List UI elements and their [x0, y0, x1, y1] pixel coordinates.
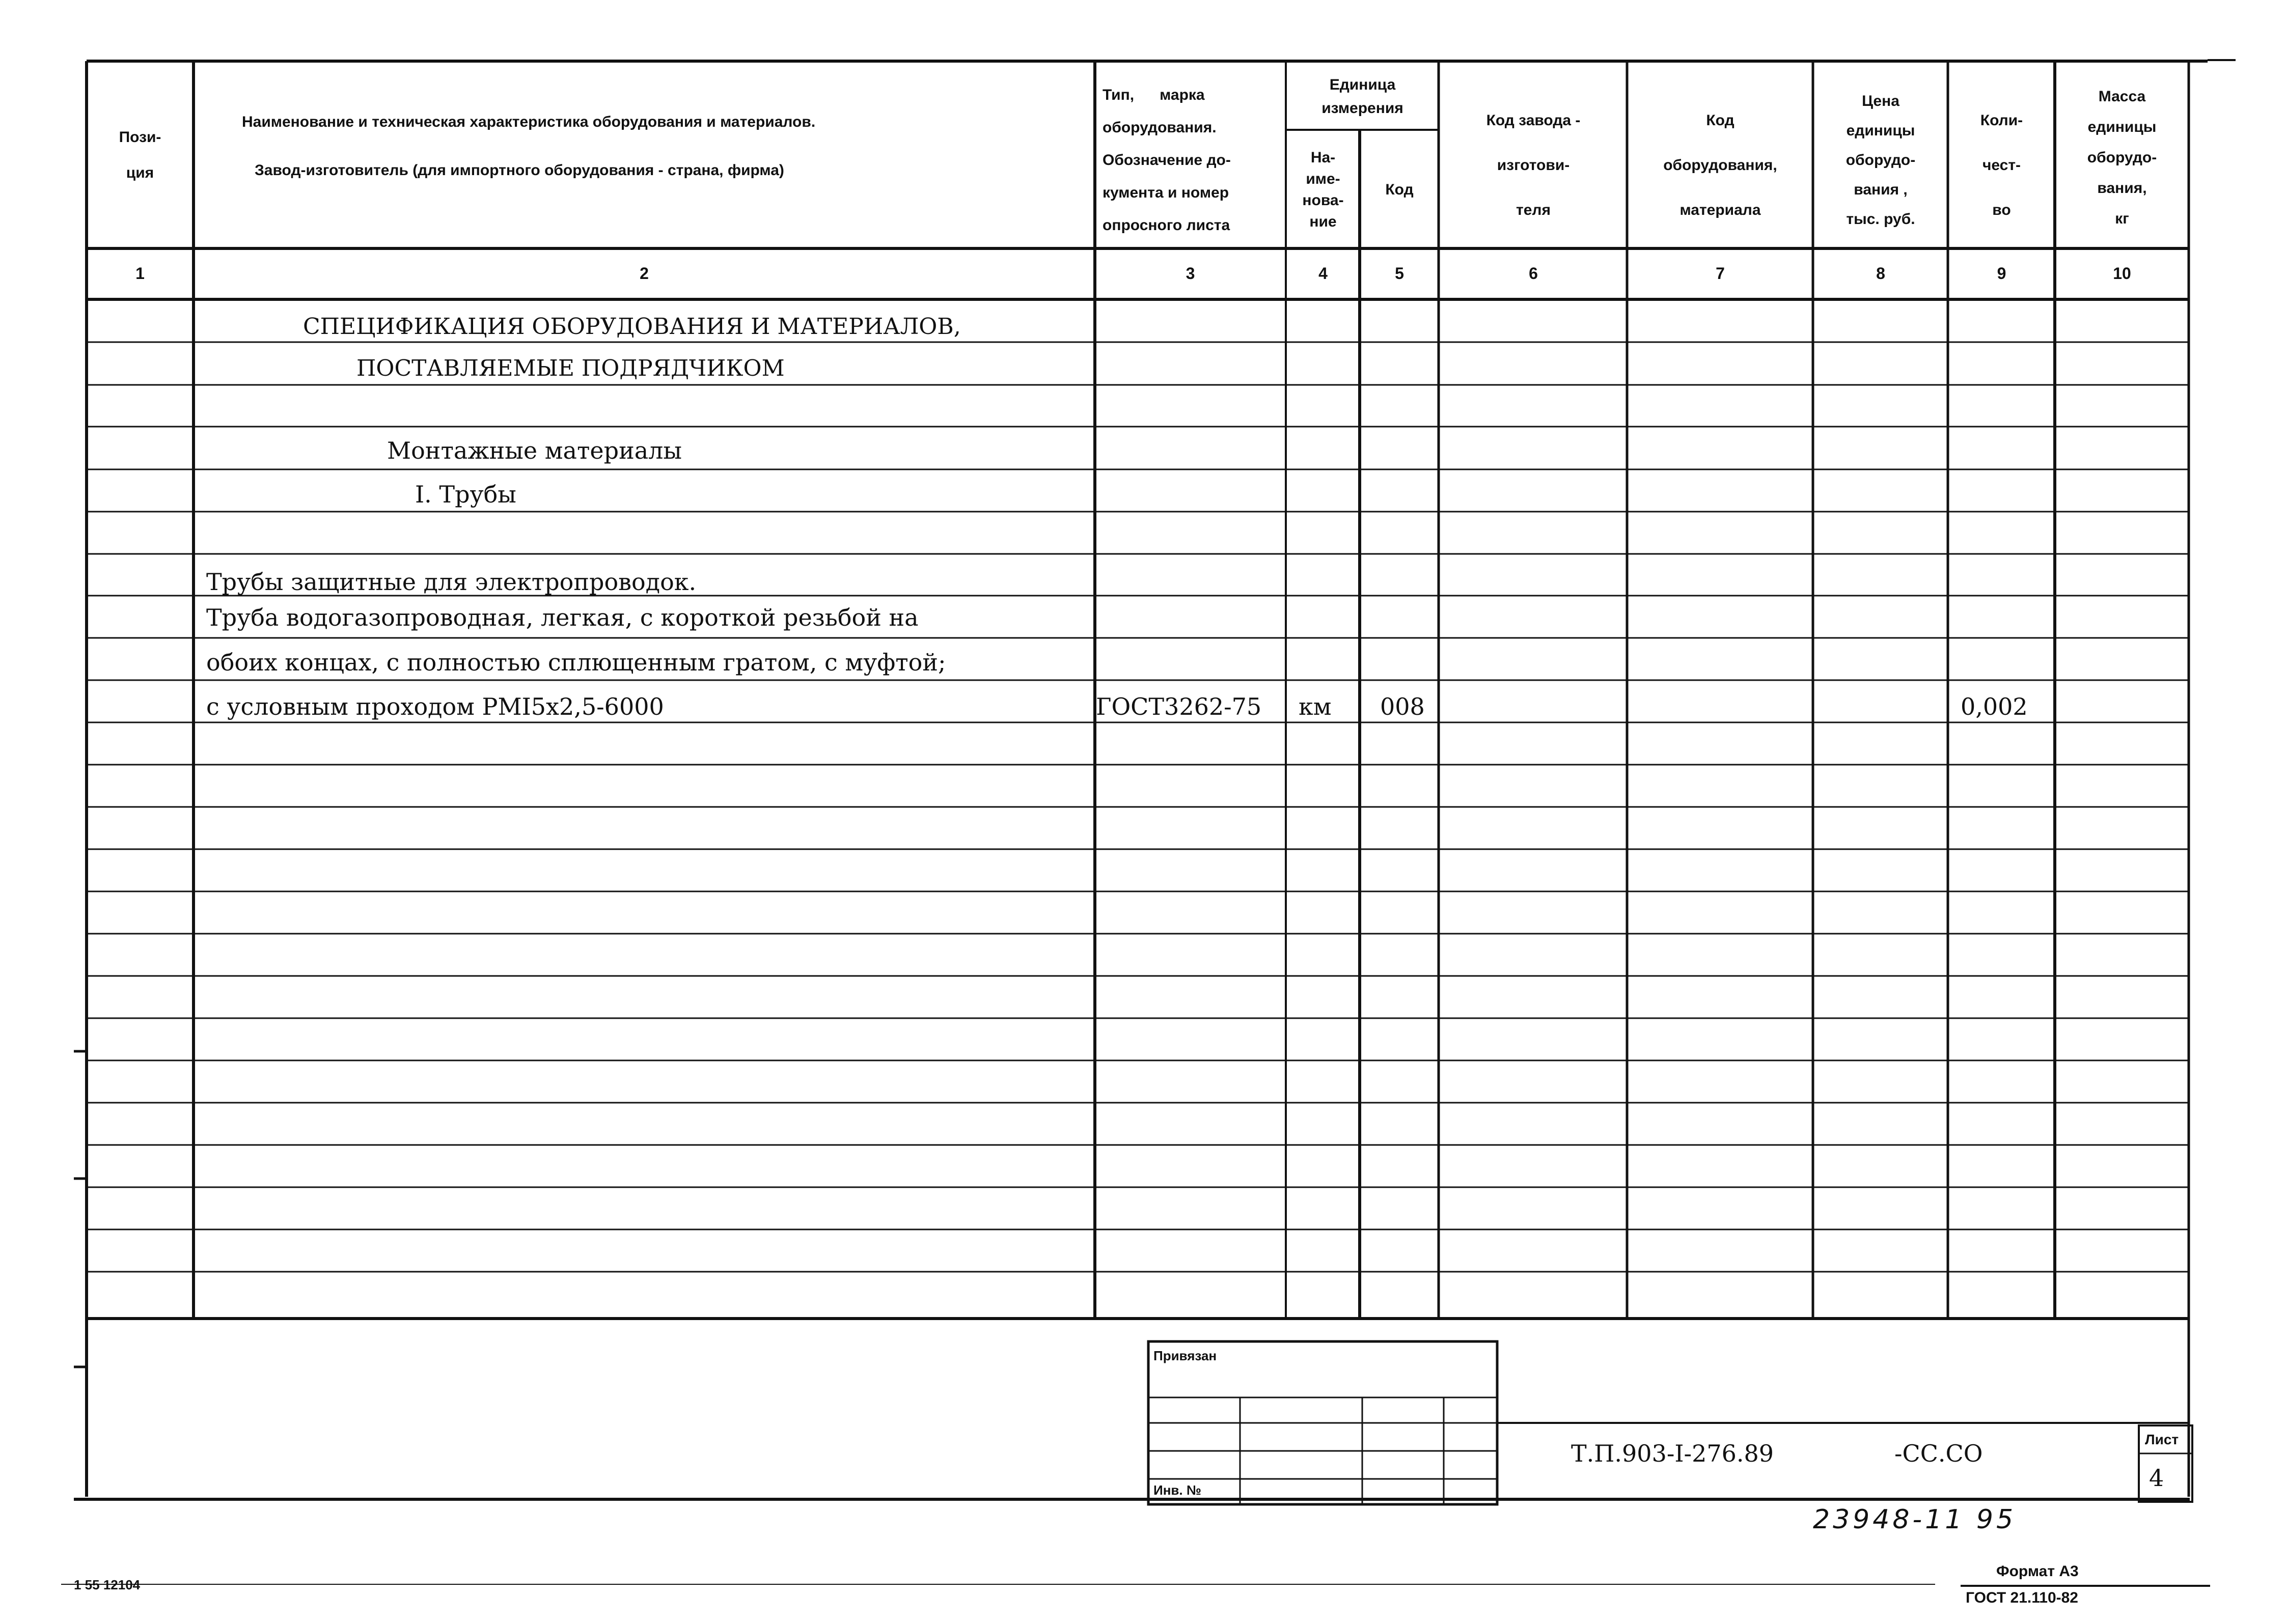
item-description-line1: Трубы защитные для электропроводок. [206, 568, 697, 596]
header-col-unit-name: На- име- нова- ние [1302, 149, 1344, 230]
header-col-quantity: Коли- чест- во [1980, 112, 2023, 218]
sheet-number: 4 [2149, 1464, 2164, 1492]
column-number: 6 [1529, 264, 1538, 283]
header-col-position: Пози- ция [119, 129, 161, 181]
stamp-privyazan-label: Привязан [1153, 1348, 1217, 1363]
item-unit-code: 008 [1380, 693, 1425, 720]
column-number: 5 [1395, 264, 1404, 283]
header-col-unit-group: Единица измерения [1321, 76, 1403, 117]
header-col-name-line2: Завод-изготовитель (для импортного оборудования - страна, фирма) [255, 162, 784, 179]
spec-title-line2: ПОСТАВЛЯЕМЫЕ ПОДРЯДЧИКОМ [356, 355, 785, 381]
item-description-line2: Труба водогазопроводная, легкая, с короткой резьбой на [206, 604, 919, 631]
item-unit: км [1299, 693, 1332, 720]
header-col-name-line1: Наименование и техническая характеристика оборудования и материалов. [242, 114, 816, 130]
header-col-equipment-code: Код оборудования, материала [1663, 112, 1777, 218]
header-col-price: Цена единицы оборудо- вания , тыс. руб. [1846, 93, 1916, 228]
section-heading: Монтажные материалы [387, 437, 682, 464]
column-number: 8 [1876, 264, 1885, 283]
document-code: Т.П.903-I-276.89 [1571, 1440, 1774, 1467]
header-col-factory-code: Код завода - изготови- теля [1486, 112, 1581, 218]
header-col-mass: Масса единицы оборудо- вания, кг [2087, 88, 2157, 227]
format-label: Формат А3 [1996, 1563, 2079, 1580]
subsection-heading: I. Трубы [415, 481, 516, 508]
column-number: 4 [1318, 264, 1328, 283]
column-number: 9 [1997, 264, 2006, 283]
column-number: 3 [1186, 264, 1195, 283]
column-number: 1 [135, 264, 145, 283]
column-number: 10 [2113, 264, 2131, 283]
sheet-label: Лист [2145, 1432, 2179, 1447]
item-document: ГОСТ3262-75 [1096, 693, 1262, 720]
gost-label: ГОСТ 21.110-82 [1966, 1589, 2078, 1606]
header-col-unit-code: Код [1385, 181, 1414, 198]
column-number: 2 [640, 264, 649, 283]
item-quantity: 0,002 [1961, 693, 2028, 720]
document-suffix: -СС.СО [1894, 1440, 1983, 1467]
header-col-document: Тип, марка оборудования. Обозначение до- кумента и номер опросного листа [1103, 87, 1231, 234]
stamp-inventory-label: Инв. № [1153, 1482, 1201, 1498]
item-description-line4: с условным проходом РМI5х2,5-6000 [206, 693, 664, 720]
handwritten-archive-number: 23948-11 95 [1813, 1504, 2017, 1535]
corner-code: 1 55 12104 [74, 1577, 141, 1592]
spec-title-line1: СПЕЦИФИКАЦИЯ ОБОРУДОВАНИЯ И МАТЕРИАЛОВ, [303, 314, 961, 340]
column-number: 7 [1716, 264, 1725, 283]
item-description-line3: обоих концах, с полностью сплющенным гратом, с муфтой; [206, 649, 946, 676]
